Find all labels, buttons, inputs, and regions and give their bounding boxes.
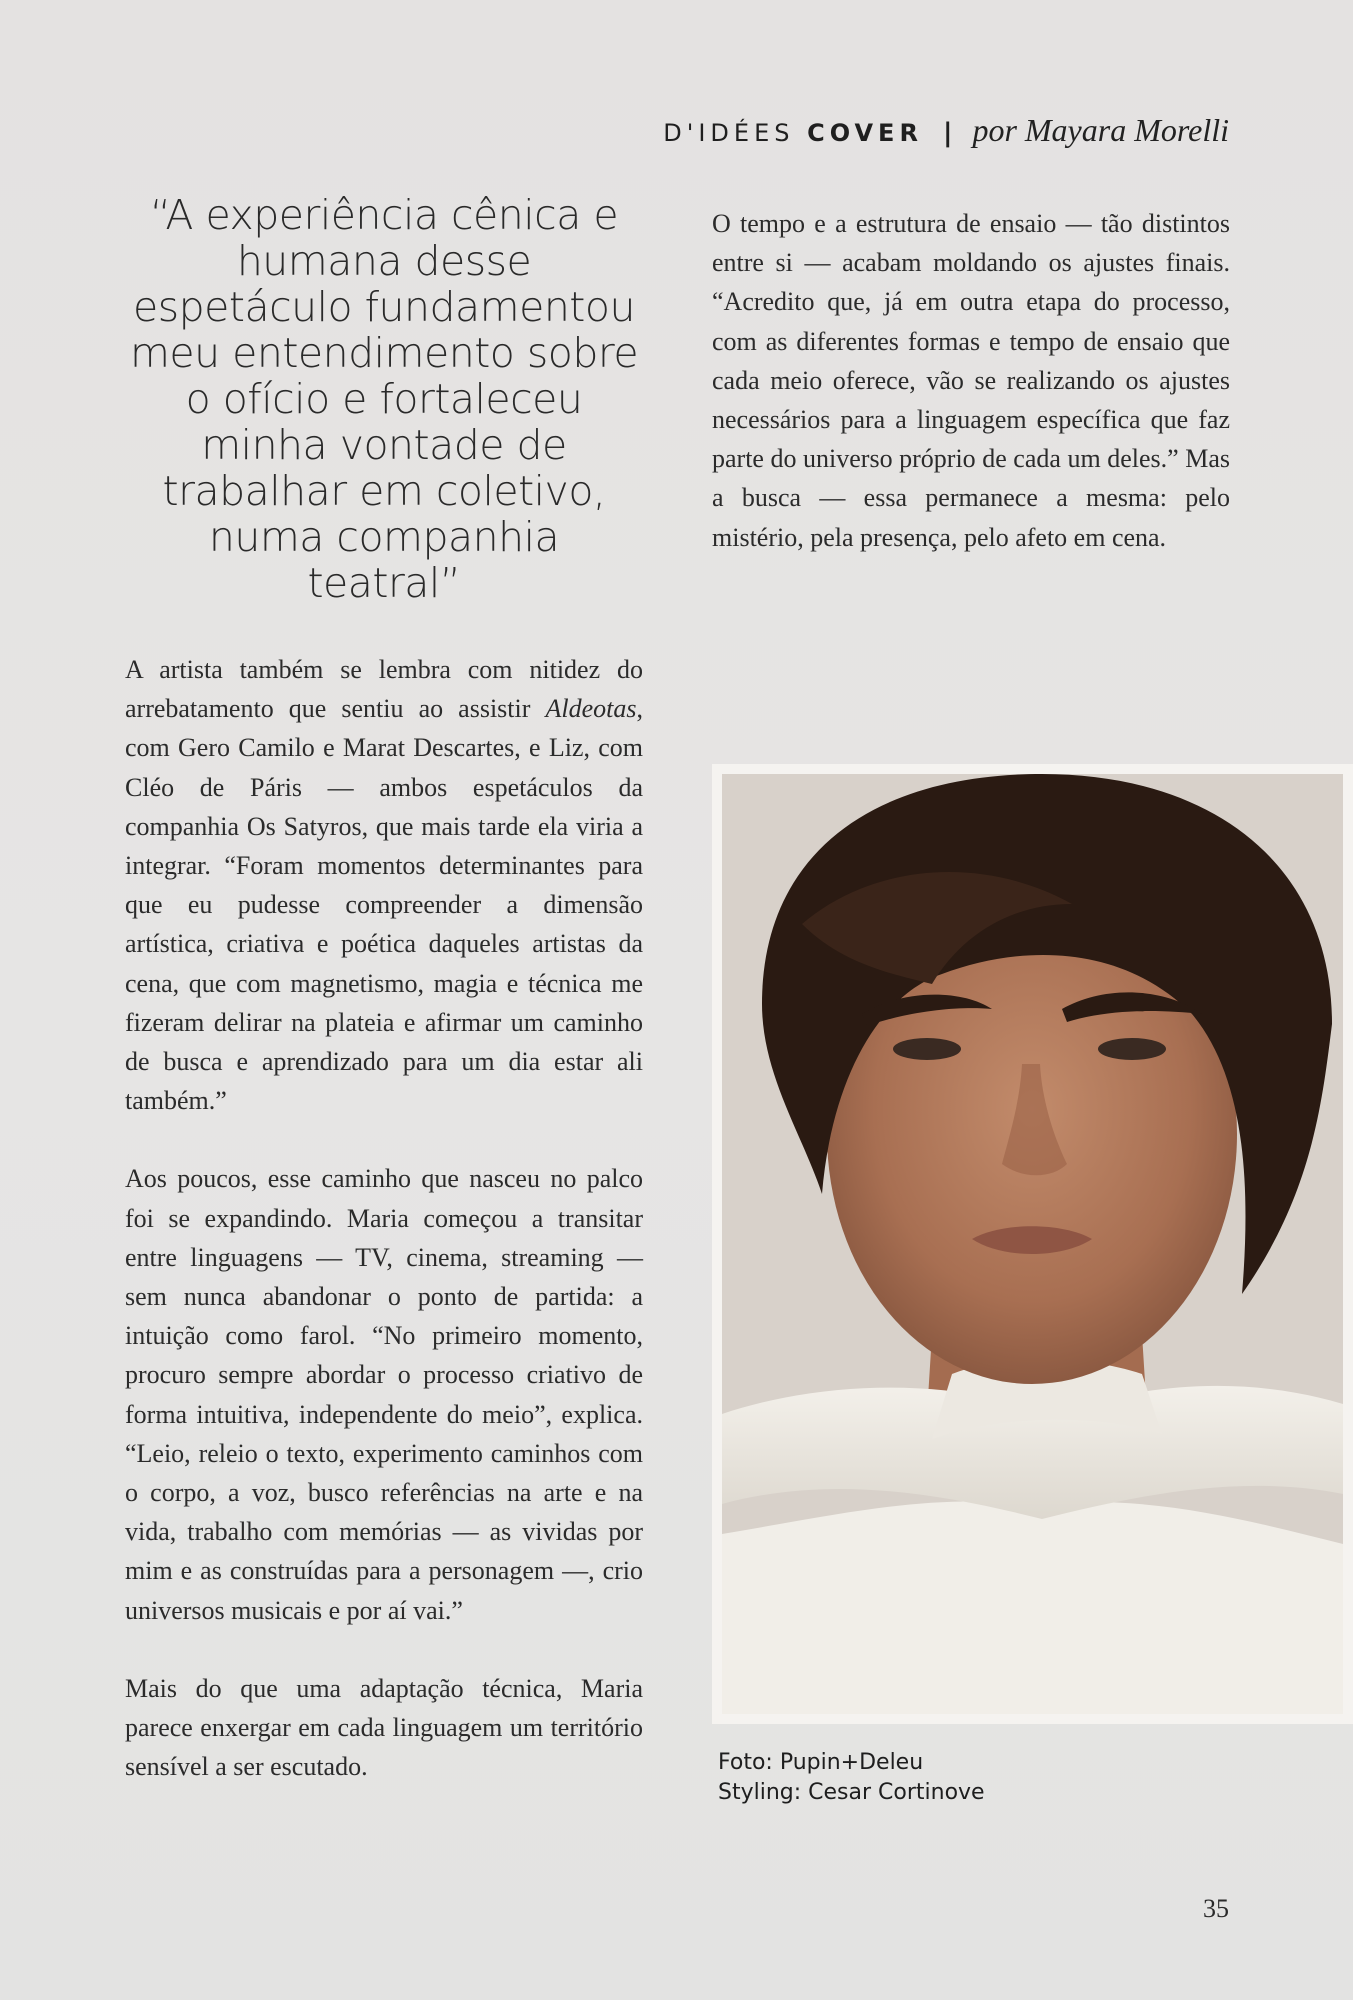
paragraph-left-1-end: , com Gero Camilo e Marat Descartes, e Liz, com Cléo de Páris — ambos espetáculos da companhia Os Satyros, que mais tarde ela viria a integrar. “Foram momentos determinantes para que eu pudesse compreender a dimensão artística, criativa e poética daqueles artistas da cena, que com magnetismo, magia e técnica me fizeram delirar na plateia e afirmar um caminho de busca e aprendizado para um dia estar ali também.” xyxy=(125,694,643,1116)
play-title-aldeotas: Aldeotas xyxy=(545,694,637,724)
photo-credit: Foto: Pupin+Deleu xyxy=(718,1750,924,1775)
page-number: 35 xyxy=(1203,1894,1229,1923)
paragraph-left-1-start: A artista também se lembra com nitidez do arrebatamento que sentiu ao assistir xyxy=(125,655,643,724)
author-byline: por Mayara Morelli xyxy=(972,112,1229,148)
section-brand xyxy=(663,119,923,147)
paragraph-left-1 xyxy=(125,650,643,1120)
header-separator: | xyxy=(942,118,953,148)
portrait-photo-frame xyxy=(712,764,1353,1724)
brand-bold: COVER xyxy=(807,119,923,147)
portrait-illustration xyxy=(722,774,1343,1714)
paragraph-right-1: O tempo e a estrutura de ensaio — tão distintos entre si — acabam moldando os ajustes finais. “Acredito que, já em outra etapa do processo, com as diferentes formas e tempo de ensaio que cada meio oferece, vão se realizando os ajustes necessários para a linguagem específica que faz parte do universo próprio de cada um deles.” Mas a busca — essa permanece a mesma: pelo mistério, pela presença, pelo afeto em cena. xyxy=(712,209,1230,552)
styling-credit: Styling: Cesar Cortinove xyxy=(718,1780,985,1805)
paragraph-left-2: Aos poucos, esse caminho que nasceu no palco foi se expandindo. Maria começou a transitar entre linguagens — TV, cinema, streaming — sem nunca abandonar o ponto de partida: a intuição como farol. “No primeiro momento, procuro sempre abordar o processo criativo de forma intuitiva, independente do meio”, explica. “Leio, releio o texto, experimento caminhos com o corpo, a voz, busco referências na arte e na vida, trabalho com memórias — as vividas por mim e as construídas para a personagem —, crio universos musicais e por aí vai.” xyxy=(125,1164,643,1625)
left-column xyxy=(125,192,643,1825)
portrait-photo xyxy=(722,774,1343,1714)
photo-credits xyxy=(718,1748,985,1808)
magazine-header xyxy=(663,112,1229,149)
right-column xyxy=(712,204,1230,557)
paragraph-left-3: Mais do que uma adaptação técnica, Maria parece enxergar em cada linguagem um território sensível a ser escutado. xyxy=(125,1673,643,1782)
brand-light: D'IDÉES xyxy=(663,119,795,147)
pull-quote: “A experiência cênica e humana desse espetáculo fundamentou meu entendimento sobre o ofício e fortaleceu minha vontade de trabalhar em coletivo, numa companhia teatral” xyxy=(129,191,639,607)
